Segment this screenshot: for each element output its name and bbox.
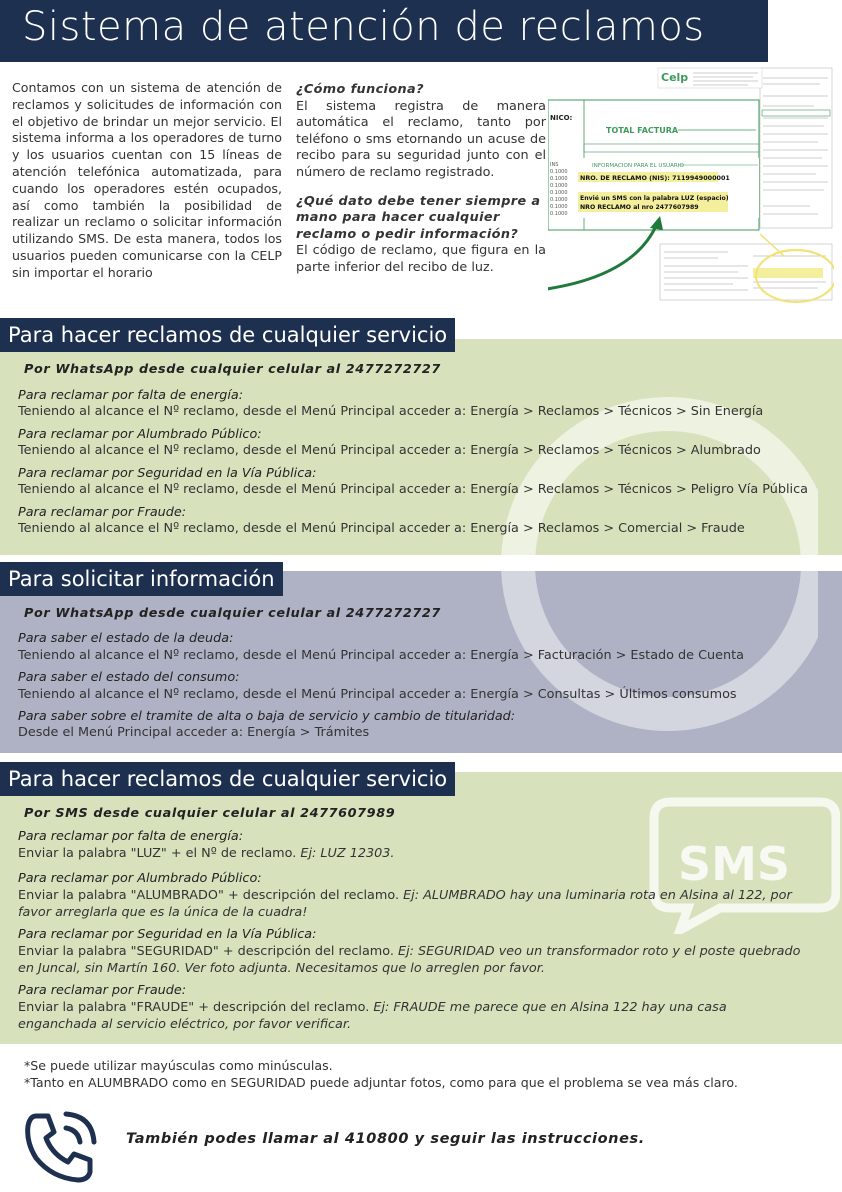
bill-side-num: 0.1000: [550, 190, 568, 196]
item-text: Teniendo al alcance el Nº reclamo, desde el Menú Principal acceder a: Energía > Facturación > Estado de Cuenta: [18, 648, 745, 663]
section-heading-whatsapp-info: Para solicitar información: [0, 562, 283, 596]
item-text: Teniendo al alcance el Nº reclamo, desde el Menú Principal acceder a: Energía > Reclamos > Técnicos > Alumbrado: [18, 443, 761, 458]
how-question-2: ¿Qué dato debe tener siempre a mano para hacer cualquier reclamo o pedir información?: [296, 193, 541, 242]
bill-sms-line2: NRO RECLAMO al nro 2477607989: [580, 204, 699, 211]
bill-image: [548, 66, 834, 310]
item-text: Desde el Menú Principal acceder a: Energía > Trámites: [18, 725, 370, 740]
item-text: Enviar la palabra "LUZ" + el Nº de reclamo. Ej: LUZ 12303.: [18, 846, 395, 861]
bill-info-title: INFORMACION PARA EL USUARIO: [592, 163, 684, 169]
bill-side-num: 0.1000: [550, 204, 568, 210]
item-label: Para reclamar por Seguridad en la Vía Pública:: [18, 466, 317, 481]
bill-side-num: 0.1000: [550, 197, 568, 203]
bill-total: TOTAL FACTURA: [606, 126, 679, 135]
bill-nico: NICO:: [550, 114, 573, 122]
bill-logo: Celp: [661, 71, 689, 84]
item-text: Teniendo al alcance el Nº reclamo, desde el Menú Principal acceder a: Energía > Consultas > Últimos consumos: [18, 687, 737, 702]
item-label: Para reclamar por Seguridad en la Vía Pública:: [18, 927, 317, 942]
bill-nro-reclamo: NRO. DE RECLAMO (NIS): 7119949000001: [580, 174, 730, 182]
item-label: Para reclamar por Alumbrado Público:: [18, 427, 262, 442]
item-label: Para reclamar por Alumbrado Público:: [18, 871, 262, 886]
item-label: Para saber el estado del consumo:: [18, 670, 240, 685]
item-text: Enviar la palabra "ALUMBRADO" + descripción del reclamo. Ej: ALUMBRADO hay una luminaria rota en Alsina al 122, por favor arreglarla que es la única de la cuadra!: [18, 888, 792, 920]
bill-side-num: 0.1000: [550, 176, 568, 182]
channel-whatsapp-info: Por WhatsApp desde cualquier celular al 2477272727: [24, 606, 441, 621]
item-label: Para reclamar por Fraude:: [18, 983, 187, 998]
item-label: Para reclamar por Fraude:: [18, 505, 187, 520]
item-text: Teniendo al alcance el Nº reclamo, desde el Menú Principal acceder a: Energía > Reclamos > Técnicos > Peligro Vía Pública: [18, 482, 808, 497]
sms-badge-text: SMS: [678, 837, 791, 891]
item-text: Teniendo al alcance el Nº reclamo, desde el Menú Principal acceder a: Energía > Reclamos > Técnicos > Sin Energía: [18, 404, 764, 419]
how-question-1: ¿Cómo funciona?: [296, 82, 424, 97]
item-label: Para reclamar por falta de energía:: [18, 388, 244, 403]
phone-icon: [22, 1108, 100, 1186]
item-text: Enviar la palabra "SEGURIDAD" + descripción del reclamo. Ej: SEGURIDAD veo un transformador roto y el poste quebrado en Juncal, sin Martín 160. Ver foto adjunta. Necesitamos que lo arreglen por favor.: [18, 944, 801, 976]
call-text: También podes llamar al 410800 y seguir las instrucciones.: [126, 1131, 645, 1147]
section-heading-sms-reclamos: Para hacer reclamos de cualquier servicio: [0, 762, 455, 796]
channel-sms-reclamos: Por SMS desde cualquier celular al 2477607989: [24, 806, 396, 821]
item-label: Para saber sobre el tramite de alta o baja de servicio y cambio de titularidad:: [18, 709, 516, 724]
item-label: Para reclamar por falta de energía:: [18, 829, 244, 844]
how-it-works: [296, 82, 546, 277]
how-answer-1: El sistema registra de manera automática el reclamo, tanto por teléfono o sms etornando un acuse de recibo para su seguridad junto con el número de reclamo registrado.: [296, 98, 546, 180]
bill-side-num: 0.1000: [550, 169, 568, 175]
bill-side-num: INS: [550, 162, 559, 168]
footnote: *Se puede utilizar mayúsculas como minúsculas.: [24, 1058, 333, 1073]
channel-whatsapp-reclamos: Por WhatsApp desde cualquier celular al 2477272727: [24, 362, 441, 377]
item-text: Teniendo al alcance el Nº reclamo, desde el Menú Principal acceder a: Energía > Reclamos > Comercial > Fraude: [18, 521, 745, 536]
bill-side-num: 0.1000: [550, 211, 568, 217]
intro-paragraph: Contamos con un sistema de atención de reclamos y solicitudes de información con el objetivo de brindar un mejor servicio. El sistema informa a los operadores de turno y los usuarios cuentan con 15 líneas de atención telefónica automatizada, para cuando los operadores estén ocupados, así como también la posibilidad de realizar un reclamo o solicitar información utilizando SMS. De esta manera, todos los usuarios pueden comunicarse con la CELP sin importar el horario: [12, 80, 282, 280]
how-answer-2: El código de reclamo, que figura en la parte inferior del recibo de luz.: [296, 243, 546, 275]
page-title: Sistema de atención de reclamos: [22, 4, 705, 50]
bill-side-num: 0.1000: [550, 183, 568, 189]
bill-sms-line1: Envié un SMS con la palabra LUZ (espacio): [580, 195, 729, 202]
item-text: Enviar la palabra "FRAUDE" + descripción del reclamo. Ej: FRAUDE me parece que en Alsina 122 hay una casa enganchada al servicio eléctrico, por favor verificar.: [18, 1000, 727, 1032]
section-heading-whatsapp-reclamos: Para hacer reclamos de cualquier servicio: [0, 318, 455, 352]
footnote: *Tanto en ALUMBRADO como en SEGURIDAD puede adjuntar fotos, como para que el problema se vea más claro.: [24, 1075, 738, 1090]
item-label: Para saber el estado de la deuda:: [18, 631, 234, 646]
title-banner: [0, 0, 768, 62]
